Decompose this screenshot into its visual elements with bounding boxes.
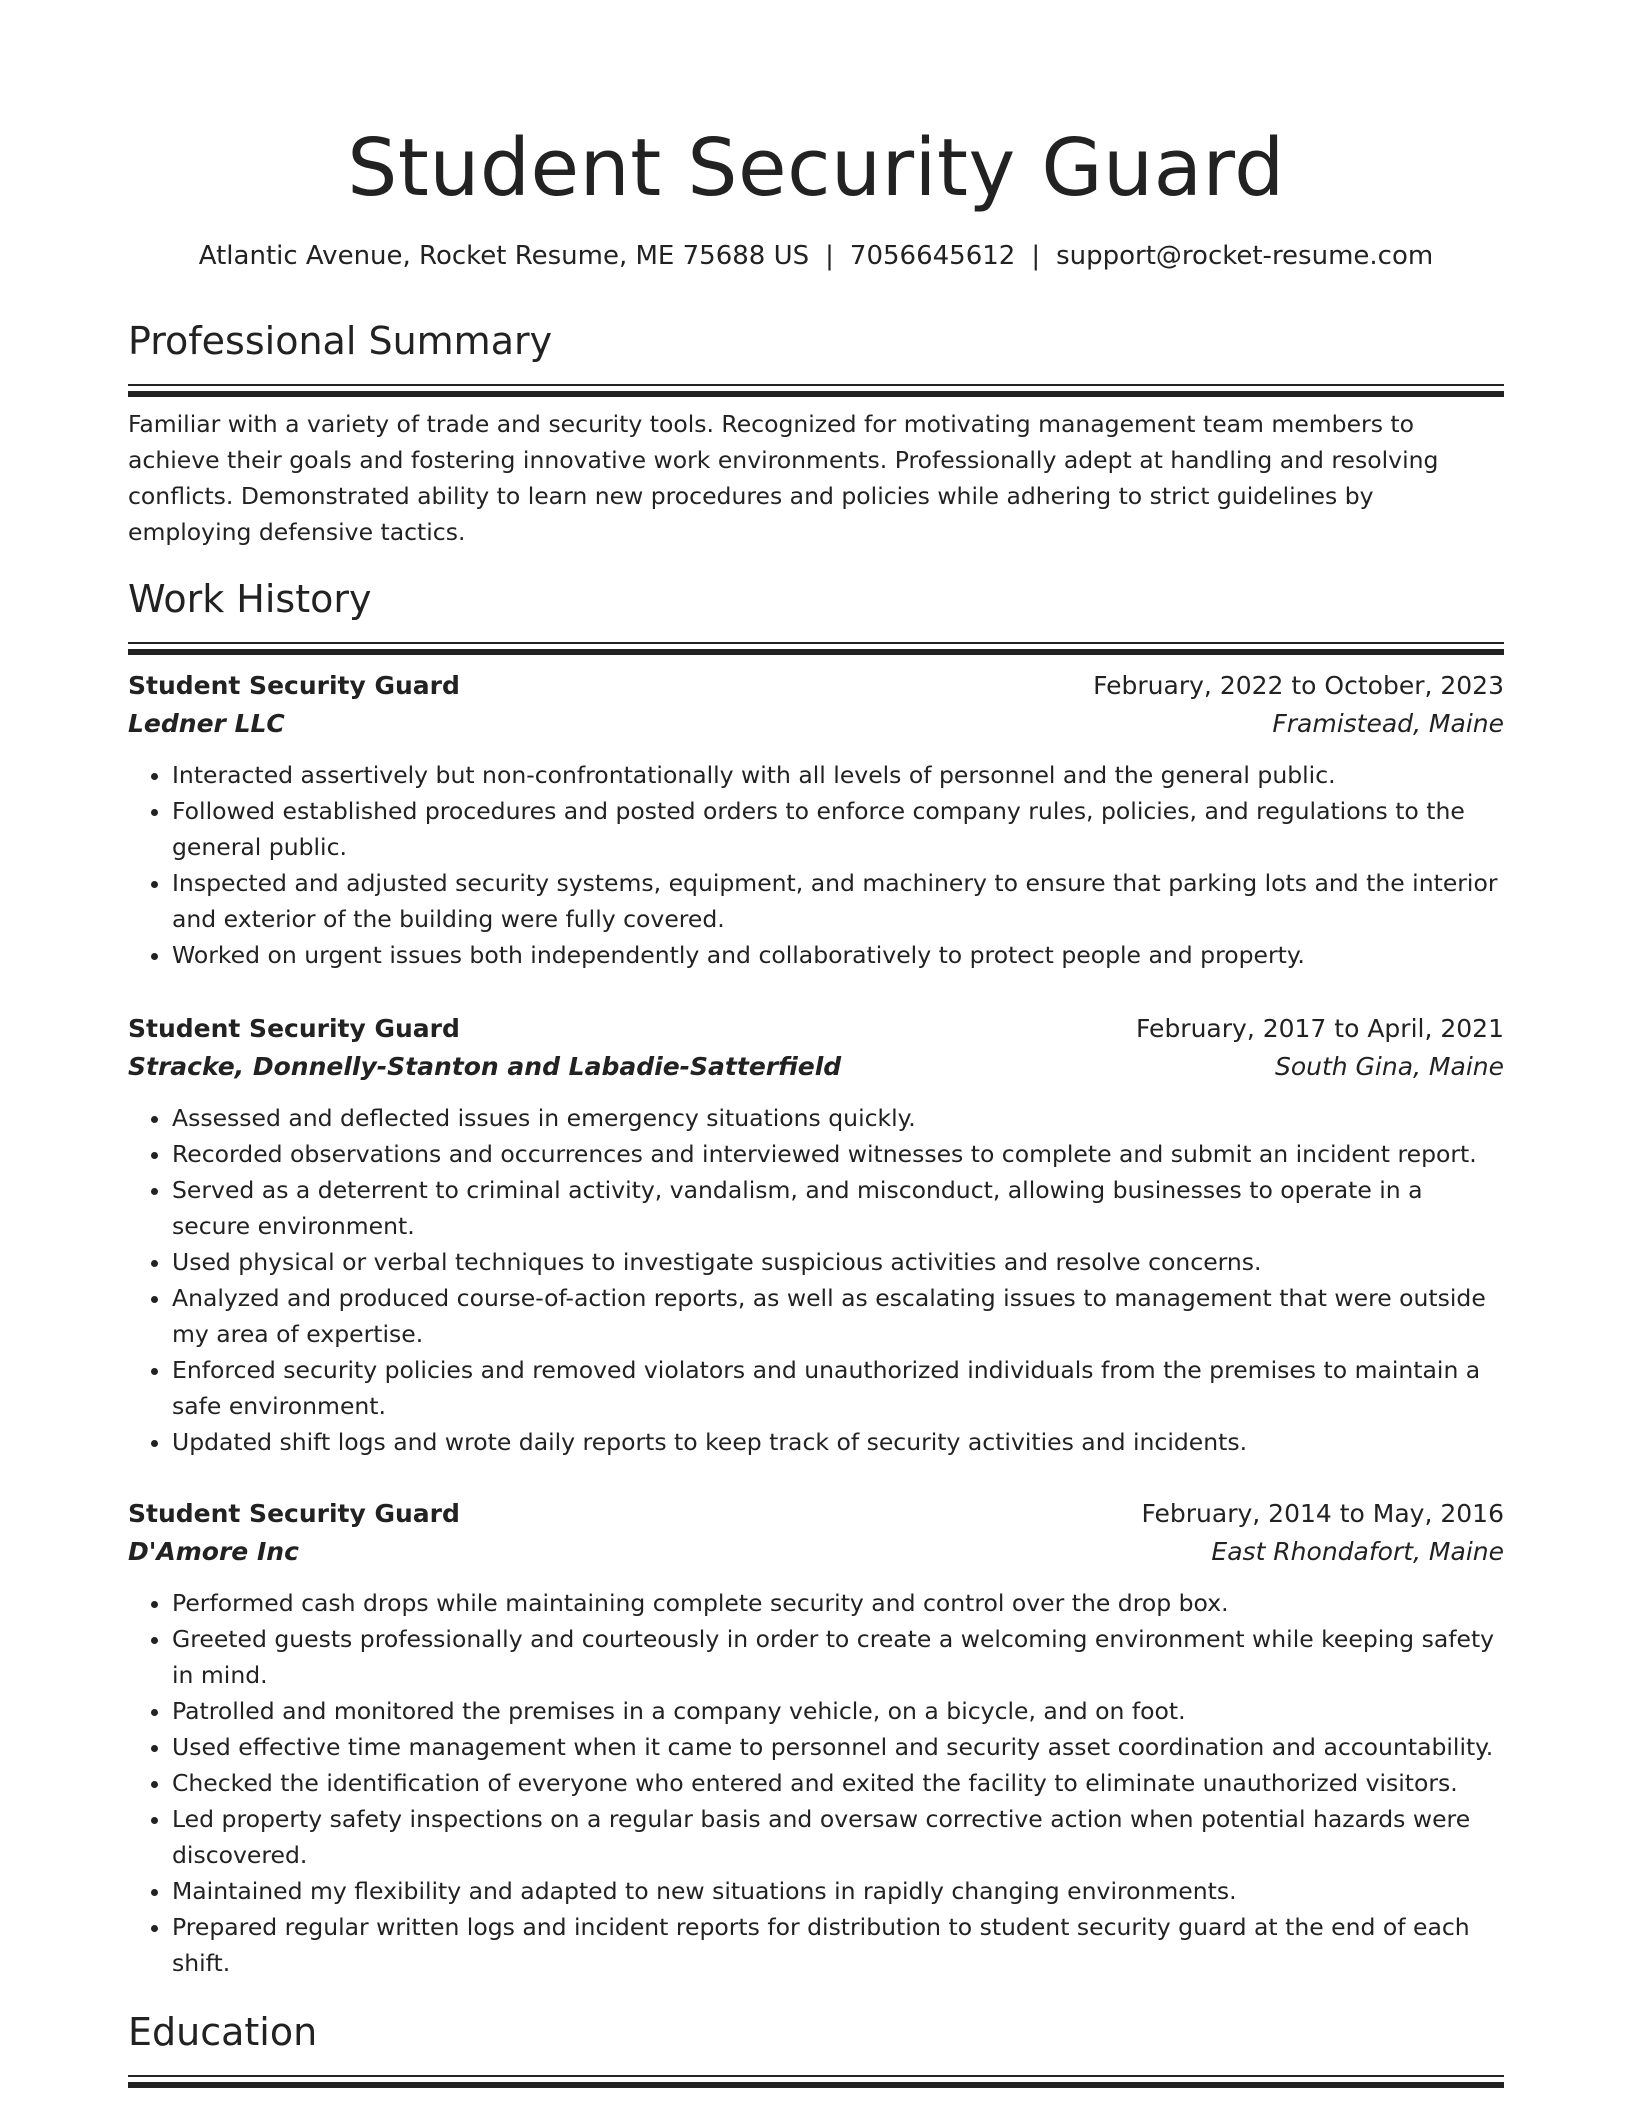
job-header-row — [128, 667, 1504, 705]
list-item: • Assessed and deflected issues in emergency situations quickly. — [172, 1100, 1504, 1136]
job-subheader-row — [128, 705, 1504, 743]
list-item: • Inspected and adjusted security systems, equipment, and machinery to ensure that parking lots and the interior and exterior of the building were fully covered. — [172, 865, 1504, 937]
contact-line — [128, 236, 1504, 276]
job-location: South Gina, Maine — [1274, 1052, 1504, 1081]
list-item: • Worked on urgent issues both independently and collaboratively to protect people and property. — [172, 937, 1504, 973]
job-company: Ledner LLC — [128, 709, 285, 738]
list-item: • Greeted guests professionally and courteously in order to create a welcoming environment while keeping safety in mind. — [172, 1621, 1504, 1693]
job-dates: February, 2017 to April, 2021 — [1136, 1014, 1504, 1043]
list-item: • Recorded observations and occurrences and interviewed witnesses to complete and submit an incident report. — [172, 1136, 1504, 1172]
job-duties-list — [128, 1585, 1504, 1981]
job-entry — [128, 1010, 1504, 1460]
section-title-education: Education — [128, 2010, 318, 2054]
list-item: • Enforced security policies and removed violators and unauthorized individuals from the premises to maintain a safe environment. — [172, 1352, 1504, 1424]
job-entry — [128, 667, 1504, 973]
contact-email[interactable]: support@rocket-resume.com — [1056, 241, 1434, 271]
summary-text: Familiar with a variety of trade and security tools. Recognized for motivating management team members to achieve their goals and fostering innovative work environments. Professionally adept at handling and resolving conflicts. Demonstrated ability to learn new procedures and policies while adhering to strict guidelines by employing defensive tactics. — [128, 410, 1439, 546]
job-title: Student Security Guard — [128, 1499, 460, 1528]
contact-separator: | — [1031, 241, 1041, 271]
list-item: • Performed cash drops while maintaining complete security and control over the drop box. — [172, 1585, 1504, 1621]
job-entry — [128, 1495, 1504, 1981]
list-item: • Led property safety inspections on a regular basis and oversaw corrective action when potential hazards were discovered. — [172, 1801, 1504, 1873]
section-education-header — [128, 2007, 1504, 2088]
section-divider — [128, 2082, 1504, 2088]
job-subheader-row — [128, 1048, 1504, 1086]
job-dates: February, 2014 to May, 2016 — [1141, 1499, 1504, 1528]
list-item: • Interacted assertively but non-confrontationally with all levels of personnel and the general public. — [172, 757, 1504, 793]
section-divider — [128, 384, 1504, 386]
section-title-work: Work History — [128, 577, 372, 621]
contact-phone[interactable]: 7056645612 — [849, 241, 1016, 271]
job-company: D'Amore Inc — [128, 1537, 299, 1566]
section-divider — [128, 391, 1504, 397]
list-item: • Patrolled and monitored the premises in a company vehicle, on a bicycle, and on foot. — [172, 1693, 1504, 1729]
contact-address: Atlantic Avenue, Rocket Resume, ME 75688 US — [198, 241, 810, 271]
list-item: • Prepared regular written logs and incident reports for distribution to student security guard at the end of each shift. — [172, 1909, 1504, 1981]
job-header-row — [128, 1495, 1504, 1533]
job-title: Student Security Guard — [128, 671, 460, 700]
list-item: • Checked the identification of everyone who entered and exited the facility to eliminate unauthorized visitors. — [172, 1765, 1504, 1801]
job-dates: February, 2022 to October, 2023 — [1093, 671, 1504, 700]
section-divider — [128, 649, 1504, 655]
list-item: • Maintained my flexibility and adapted to new situations in rapidly changing environments. — [172, 1873, 1504, 1909]
section-work-header — [128, 574, 1504, 655]
list-item: • Updated shift logs and wrote daily reports to keep track of security activities and incidents. — [172, 1424, 1504, 1460]
job-location: Framistead, Maine — [1272, 709, 1504, 738]
job-header-row — [128, 1010, 1504, 1048]
job-duties-list — [128, 1100, 1504, 1460]
job-subheader-row — [128, 1533, 1504, 1571]
contact-separator: | — [825, 241, 834, 271]
list-item: • Used effective time management when it came to personnel and security asset coordination and accountability. — [172, 1729, 1504, 1765]
job-duties-list — [128, 757, 1504, 973]
list-item: • Analyzed and produced course-of-action reports, as well as escalating issues to management that were outside my area of expertise. — [172, 1280, 1504, 1352]
list-item: • Followed established procedures and posted orders to enforce company rules, policies, and regulations to the general public. — [172, 793, 1504, 865]
section-divider — [128, 2075, 1504, 2077]
job-location: East Rhondafort, Maine — [1211, 1537, 1504, 1566]
section-title-summary: Professional Summary — [128, 319, 553, 363]
section-divider — [128, 642, 1504, 644]
job-company: Stracke, Donnelly-Stanton and Labadie-Satterfield — [128, 1052, 842, 1081]
resume-title: Student Security Guard — [347, 122, 1285, 214]
list-item: • Used physical or verbal techniques to investigate suspicious activities and resolve concerns. — [172, 1244, 1504, 1280]
list-item: • Served as a deterrent to criminal activity, vandalism, and misconduct, allowing businesses to operate in a secure environment. — [172, 1172, 1504, 1244]
job-title: Student Security Guard — [128, 1014, 460, 1043]
section-summary-header — [128, 316, 1504, 397]
